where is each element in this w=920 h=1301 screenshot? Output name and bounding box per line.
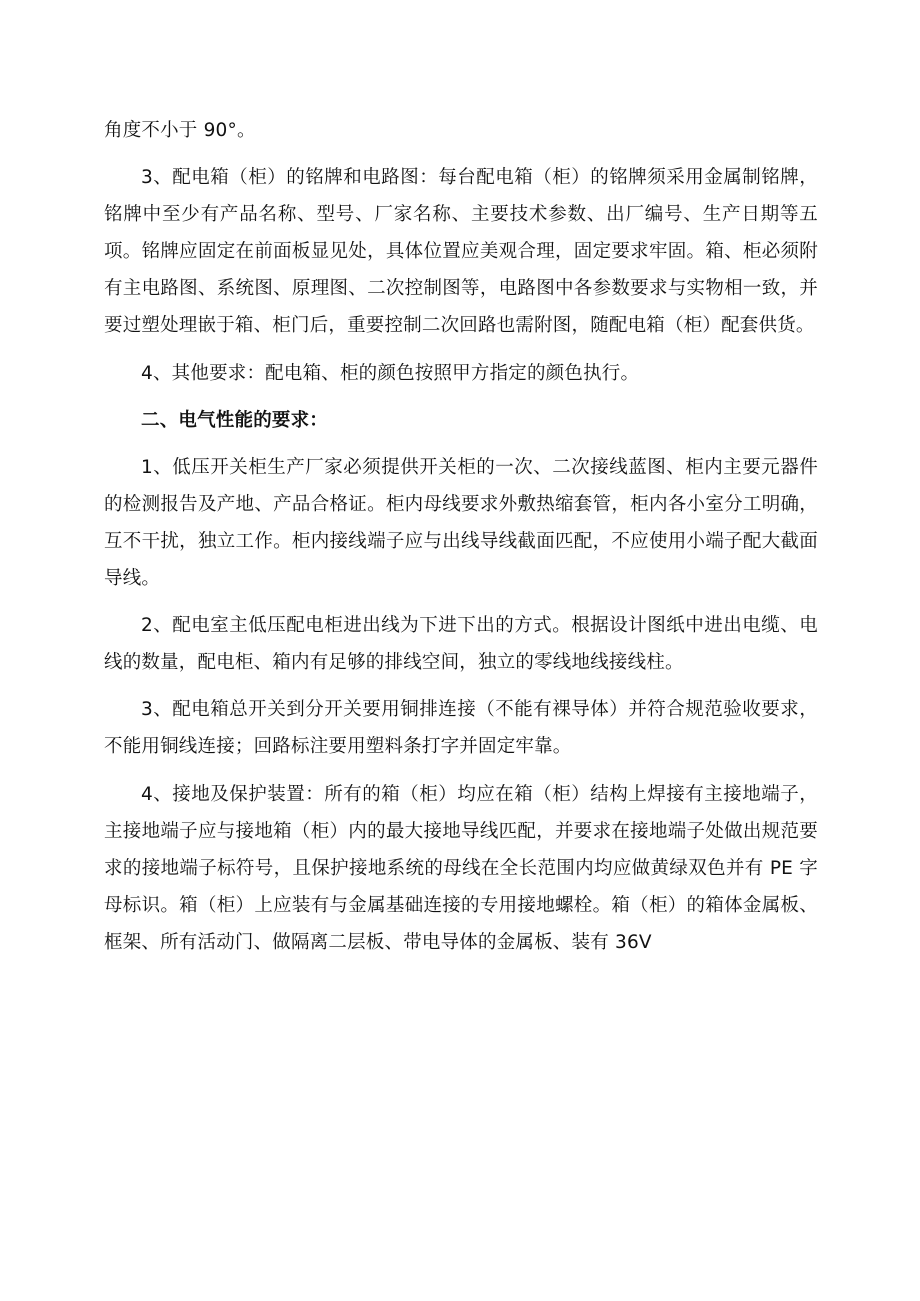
- document-body: [104, 112, 818, 971]
- paragraph-copper-busbar-connection: 3、配电箱总开关到分开关要用铜排连接（不能有裸导体）并符合规范验收要求，不能用铜线连接；回路标注要用塑料条打字并固定牢靠。: [104, 699, 818, 758]
- paragraph-low-voltage-switchgear: 1、低压开关柜生产厂家必须提供开关柜的一次、二次接线蓝图、柜内主要元器件的检测报告及产地、产品合格证。柜内母线要求外敷热缩套管，柜内各小室分工明确，互不干扰，独立工作。柜内接线端子应与出线导线截面匹配，不应使用小端子配大截面导线。: [104, 456, 818, 590]
- paragraph-nameplate-and-circuit-diagram: 3、配电箱（柜）的铭牌和电路图：每台配电箱（柜）的铭牌须采用金属制铭牌，铭牌中至少有产品名称、型号、厂家名称、主要技术参数、出厂编号、生产日期等五项。铭牌应固定在前面板显见处，具体位置应美观合理，固定要求牢固。箱、柜必须附有主电路图、系统图、原理图、二次控制图等，电路图中各参数要求与实物相一致，并要过塑处理嵌于箱、柜门后，重要控制二次回路也需附图，随配电箱（柜）配套供货。: [104, 167, 818, 337]
- paragraph-incoming-outgoing-lines: 2、配电室主低压配电柜进出线为下进下出的方式。根据设计图纸中进出电缆、电线的数量，配电柜、箱内有足够的排线空间，独立的零线地线接线柱。: [104, 615, 818, 674]
- paragraph-other-requirements: 4、其他要求：配电箱、柜的颜色按照甲方指定的颜色执行。: [141, 362, 640, 384]
- paragraph-continuation: 角度不小于 90°。: [104, 120, 256, 141]
- paragraph-grounding-protection: 4、接地及保护装置：所有的箱（柜）均应在箱（柜）结构上焊接有主接地端子，主接地端子应与接地箱（柜）内的最大接地导线匹配，并要求在接地端子处做出规范要求的接地端子标符号，且保护接地系统的母线在全长范围内均应做黄绿双色并有 PE 字母标识。箱（柜）上应装有与金属基础连接的专用接地螺栓。箱（柜）的箱体金属板、框架、所有活动门、做隔离二层板、带电导体的金属板、装有 36V: [104, 783, 818, 953]
- section-heading-electrical-performance: 二、电气性能的要求：: [141, 409, 329, 431]
